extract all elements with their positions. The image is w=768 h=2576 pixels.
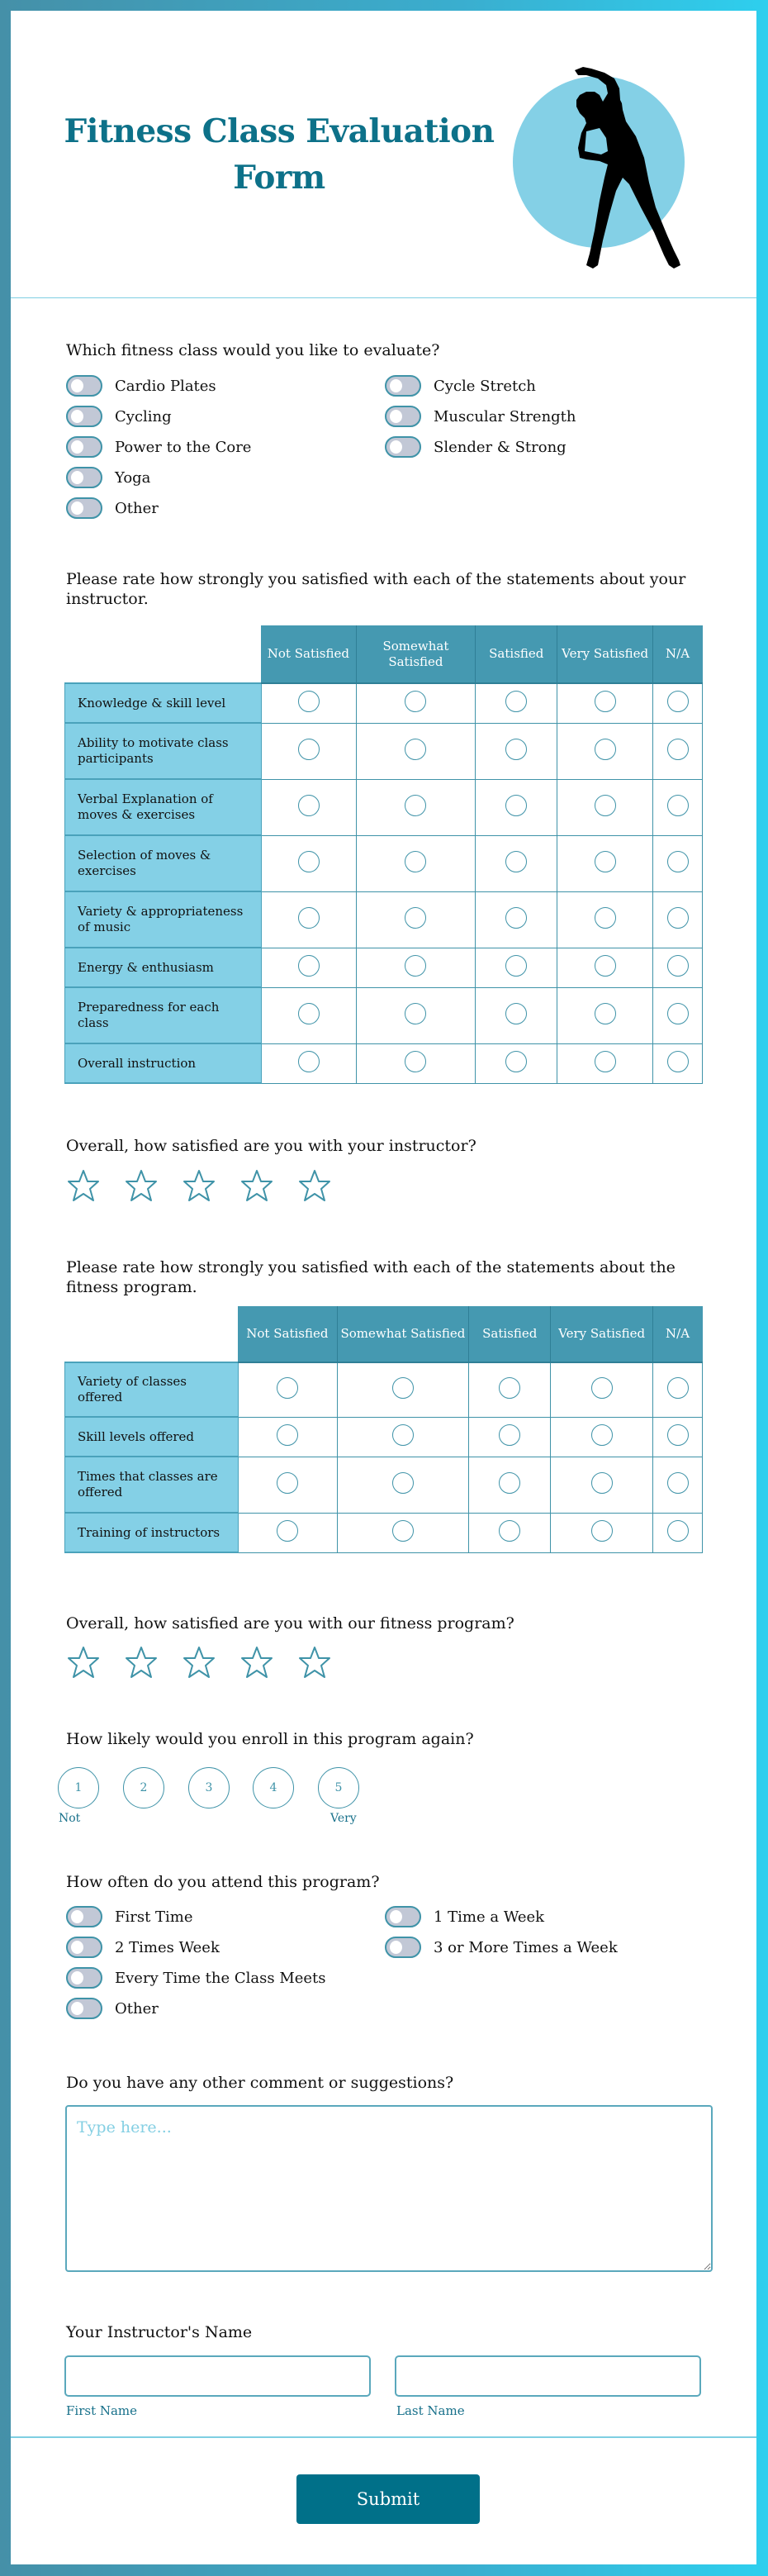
radio-circle-icon[interactable] [277,1472,298,1494]
col-header: N/A [653,625,703,683]
radio-circle-icon[interactable] [667,691,689,712]
radio-circle-icon[interactable] [298,851,320,872]
toggle-radio-icon[interactable] [385,436,421,458]
matrix-row: Selection of moves & exercises [65,835,703,891]
toggle-radio-icon[interactable] [66,497,102,519]
radio-circle-icon[interactable] [505,851,527,872]
radio-circle-icon[interactable] [591,1472,613,1494]
scale-high-label: Very [330,1812,357,1825]
radio-circle-icon[interactable] [667,1051,689,1072]
radio-circle-icon[interactable] [595,851,616,872]
scale-option-4[interactable]: 4 [253,1767,294,1808]
toggle-radio-icon[interactable] [66,406,102,427]
radio-circle-icon[interactable] [298,907,320,929]
radio-circle-icon[interactable] [277,1377,298,1399]
first-name-sublabel: First Name [66,2403,138,2418]
radio-circle-icon[interactable] [505,955,527,977]
matrix-row: Times that classes are offered [65,1457,703,1513]
star-icon[interactable] [123,1644,159,1680]
comment-textarea[interactable] [65,2105,713,2272]
radio-circle-icon[interactable] [667,1003,689,1024]
col-header: Very Satisfied [551,1306,653,1362]
radio-circle-icon[interactable] [499,1424,520,1446]
radio-circle-icon[interactable] [595,1003,616,1024]
radio-3-plus-times-week[interactable]: 3 or More Times a Week [385,1936,618,1959]
scale-option-2[interactable]: 2 [123,1767,164,1808]
radio-circle-icon[interactable] [298,955,320,977]
radio-circle-icon[interactable] [667,739,689,760]
first-name-input[interactable] [64,2355,371,2397]
matrix-row: Energy & enthusiasm [65,948,703,987]
radio-circle-icon[interactable] [298,795,320,816]
col-header: Somewhat Satisfied [356,625,476,683]
radio-circle-icon[interactable] [667,1424,689,1446]
toggle-radio-icon[interactable] [66,1937,102,1958]
radio-circle-icon[interactable] [298,739,320,760]
radio-circle-icon[interactable] [595,955,616,977]
radio-circle-icon[interactable] [405,739,426,760]
rating-program-label: Overall, how satisfied are you with our fitness program? [66,1614,514,1633]
radio-circle-icon[interactable] [667,851,689,872]
matrix-program [64,1306,703,1553]
matrix-row: Training of instructors [65,1513,703,1552]
toggle-radio-icon[interactable] [66,375,102,397]
star-icon[interactable] [181,1644,217,1680]
fitness-silhouette-icon [494,52,709,275]
radio-circle-icon[interactable] [595,691,616,712]
form-sheet [11,11,756,2564]
star-icon[interactable] [181,1167,217,1204]
radio-circle-icon[interactable] [667,907,689,929]
radio-circle-icon[interactable] [499,1472,520,1494]
radio-circle-icon[interactable] [405,1051,426,1072]
matrix-row: Verbal Explanation of moves & exercises [65,779,703,835]
scale-option-3[interactable]: 3 [188,1767,230,1808]
col-header: Not Satisfied [261,625,356,683]
star-icon[interactable] [296,1644,333,1680]
radio-every-time[interactable]: Every Time the Class Meets [66,1966,326,1989]
radio-circle-icon[interactable] [405,955,426,977]
radio-circle-icon[interactable] [505,691,527,712]
radio-2-times-week[interactable]: 2 Times Week [66,1936,220,1959]
col-header: Satisfied [476,625,557,683]
radio-slender-strong[interactable]: Slender & Strong [385,435,567,459]
comment-label: Do you have any other comment or suggestions? [66,2074,454,2092]
radio-circle-icon[interactable] [277,1424,298,1446]
radio-circle-icon[interactable] [595,907,616,929]
toggle-radio-icon[interactable] [66,436,102,458]
rating-instructor-label: Overall, how satisfied are you with your instructor? [66,1137,476,1155]
radio-muscular-strength[interactable]: Muscular Strength [385,405,576,428]
matrix-instructor-label: Please rate how strongly you satisfied with each of the statements about your instructor. [66,570,686,608]
star-icon[interactable] [65,1644,102,1680]
toggle-radio-icon[interactable] [66,467,102,488]
matrix-row: Knowledge & skill level [65,683,703,723]
star-icon[interactable] [296,1167,333,1204]
submit-button[interactable]: Submit [296,2474,480,2524]
radio-circle-icon[interactable] [499,1377,520,1399]
radio-circle-icon[interactable] [505,795,527,816]
radio-cycle-stretch[interactable]: Cycle Stretch [385,374,536,397]
radio-circle-icon[interactable] [667,1520,689,1542]
star-rating-instructor [65,1167,333,1204]
col-header: Very Satisfied [557,625,653,683]
radio-circle-icon[interactable] [591,1377,613,1399]
radio-circle-icon[interactable] [298,691,320,712]
radio-circle-icon[interactable] [505,1003,527,1024]
q-attend-label: How often do you attend this program? [66,1873,380,1891]
star-icon[interactable] [239,1644,275,1680]
radio-circle-icon[interactable] [405,1003,426,1024]
radio-circle-icon[interactable] [667,1472,689,1494]
matrix-row: Overall instruction [65,1043,703,1083]
radio-circle-icon[interactable] [595,739,616,760]
toggle-radio-icon[interactable] [66,1998,102,2019]
radio-circle-icon[interactable] [392,1520,414,1542]
instructor-name-label: Your Instructor's Name [66,2323,253,2341]
radio-circle-icon[interactable] [392,1377,414,1399]
radio-circle-icon[interactable] [405,851,426,872]
radio-circle-icon[interactable] [595,795,616,816]
toggle-radio-icon[interactable] [385,375,421,397]
matrix-program-label: Please rate how strongly you satisfied with each of the statements about the fitness program. [66,1258,676,1296]
radio-power-core[interactable]: Power to the Core [66,435,251,459]
form-title: Fitness Class Evaluation Form [64,112,495,197]
col-header: Satisfied [469,1306,551,1362]
radio-circle-icon[interactable] [667,955,689,977]
q-class-label: Which fitness class would you like to evaluate? [66,341,440,359]
radio-circle-icon[interactable] [667,795,689,816]
matrix-row: Skill levels offered [65,1417,703,1457]
radio-circle-icon[interactable] [505,907,527,929]
matrix-instructor [64,625,703,1084]
radio-circle-icon[interactable] [499,1520,520,1542]
toggle-radio-icon[interactable] [385,406,421,427]
matrix-row: Preparedness for each class [65,987,703,1043]
radio-circle-icon[interactable] [667,1377,689,1399]
scale-option-5[interactable]: 5 [318,1767,359,1808]
radio-circle-icon[interactable] [591,1424,613,1446]
star-icon[interactable] [123,1167,159,1204]
star-icon[interactable] [239,1167,275,1204]
col-header: Somewhat Satisfied [337,1306,469,1362]
radio-circle-icon[interactable] [392,1424,414,1446]
radio-circle-icon[interactable] [298,1051,320,1072]
radio-circle-icon[interactable] [405,795,426,816]
matrix-row: Variety of classes offered [65,1362,703,1417]
radio-circle-icon[interactable] [298,1003,320,1024]
radio-circle-icon[interactable] [591,1520,613,1542]
radio-circle-icon[interactable] [405,691,426,712]
toggle-radio-icon[interactable] [66,1967,102,1989]
toggle-radio-icon[interactable] [385,1906,421,1927]
star-icon[interactable] [65,1167,102,1204]
radio-circle-icon[interactable] [505,739,527,760]
scale-low-label: Not [59,1812,81,1825]
radio-circle-icon[interactable] [277,1520,298,1542]
radio-other[interactable]: Other [66,497,159,520]
radio-circle-icon[interactable] [392,1472,414,1494]
radio-cycling[interactable]: Cycling [66,405,172,428]
radio-yoga[interactable]: Yoga [66,466,150,489]
radio-attend-other[interactable]: Other [66,1997,159,2020]
star-rating-program [65,1644,333,1680]
col-header: N/A [653,1306,703,1362]
matrix-row: Variety & appropriateness of music [65,891,703,948]
last-name-sublabel: Last Name [396,2403,465,2418]
scale-option-1[interactable]: 1 [58,1767,99,1808]
radio-cardio-plates[interactable]: Cardio Plates [66,374,216,397]
radio-first-time[interactable]: First Time [66,1905,193,1928]
toggle-radio-icon[interactable] [385,1937,421,1958]
radio-1-time-week[interactable]: 1 Time a Week [385,1905,544,1928]
footer-divider [11,2436,756,2438]
radio-circle-icon[interactable] [505,1051,527,1072]
scale-enroll-label: How likely would you enroll in this program again? [66,1730,474,1748]
toggle-radio-icon[interactable] [66,1906,102,1927]
col-header: Not Satisfied [238,1306,337,1362]
radio-circle-icon[interactable] [405,907,426,929]
matrix-row: Ability to motivate class participants [65,723,703,779]
form-header [11,11,756,298]
radio-circle-icon[interactable] [595,1051,616,1072]
last-name-input[interactable] [395,2355,701,2397]
